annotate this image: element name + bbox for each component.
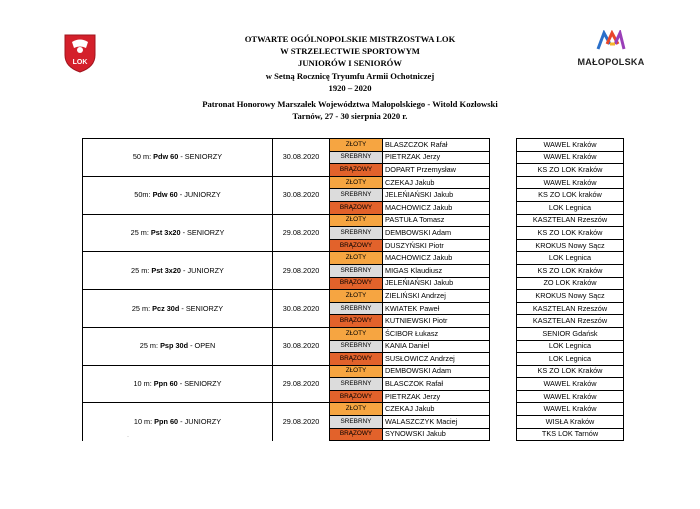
column-gap	[490, 315, 517, 328]
result-row	[83, 176, 624, 189]
event-category: - SENIORZY	[182, 227, 225, 237]
club-name: LOK Legnica	[517, 252, 624, 265]
medal-badge: SREBRNY	[330, 340, 383, 353]
event-distance: 25 m:	[131, 265, 150, 275]
event-distance: 10 m:	[133, 379, 152, 389]
column-gap	[490, 201, 517, 214]
column-gap	[490, 428, 517, 441]
event-code: Ppn 60	[153, 379, 178, 389]
header-title-line3: JUNIORÓW I SENIORÓW	[298, 58, 402, 69]
athlete-name: ZIELIŃSKI Andrzej	[383, 290, 490, 303]
athlete-name: JELEŃIAŃSKI Jakub	[383, 277, 490, 290]
athlete-name: CZEKAJ Jakub	[383, 403, 490, 416]
result-row	[83, 252, 624, 265]
athlete-name: PASTUŁA Tomasz	[383, 214, 490, 227]
club-name: WAWEL Kraków	[517, 378, 624, 391]
document-header	[150, 33, 550, 122]
event-name	[83, 327, 273, 365]
club-name: KROKUS Nowy Sącz	[517, 290, 624, 303]
event-category: - SENIORZY	[180, 152, 223, 162]
malopolska-logo	[566, 30, 656, 68]
column-gap	[490, 290, 517, 303]
column-gap	[490, 353, 517, 366]
event-date: 30.08.2020	[273, 139, 330, 177]
event-name	[83, 139, 273, 177]
club-name: KS ZO LOK kraków	[517, 189, 624, 202]
column-gap	[490, 264, 517, 277]
lok-shield-icon	[63, 33, 97, 73]
column-gap	[490, 189, 517, 202]
event-date: 29.08.2020	[273, 252, 330, 290]
event-code: Ppn 60	[154, 417, 179, 427]
athlete-name: DUSZYŃSKI Piotr	[383, 239, 490, 252]
column-gap	[490, 227, 517, 240]
athlete-name: MIGAS Klaudiusz	[383, 264, 490, 277]
event-category: - JUNIORZY	[182, 265, 224, 275]
medal-badge: SREBRNY	[330, 416, 383, 429]
header-title-line2: W STRZELECTWIE SPORTOWYM	[280, 46, 420, 57]
club-name: LOK Legnica	[517, 201, 624, 214]
column-gap	[490, 151, 517, 164]
athlete-name: SUSŁOWICZ Andrzej	[383, 353, 490, 366]
header-title-line4: w Setną Rocznicę Tryumfu Armii Ochotniczej	[265, 70, 435, 81]
medal-badge: ZŁOTY	[330, 252, 383, 265]
column-gap	[490, 139, 517, 152]
athlete-name: KUTNIEWSKI Piotr	[383, 315, 490, 328]
column-gap	[490, 390, 517, 403]
event-distance: 50m:	[134, 190, 151, 200]
column-gap	[490, 252, 517, 265]
club-name: KS ZO LOK Kraków	[517, 264, 624, 277]
club-name: WAWEL Kraków	[517, 390, 624, 403]
athlete-name: ŚCIBOR Łukasz	[383, 327, 490, 340]
medal-badge: ZŁOTY	[330, 327, 383, 340]
medal-badge: BRĄZOWY	[330, 428, 383, 441]
event-name	[83, 403, 273, 441]
athlete-name: PIETRZAK Jerzy	[383, 390, 490, 403]
medal-badge: ZŁOTY	[330, 214, 383, 227]
event-distance: 10 m:	[133, 417, 153, 427]
column-gap	[490, 403, 517, 416]
event-distance: 25 m:	[130, 227, 149, 237]
column-gap	[490, 365, 517, 378]
medal-badge: SREBRNY	[330, 189, 383, 202]
club-name: KASZTELAN Rzeszów	[517, 302, 624, 315]
athlete-name: SYNOWSKI Jakub	[383, 428, 490, 441]
column-gap	[490, 416, 517, 429]
result-row	[83, 365, 624, 378]
medal-badge: SREBRNY	[330, 378, 383, 391]
athlete-name: CZEKAJ Jakub	[383, 176, 490, 189]
column-gap	[490, 302, 517, 315]
event-date: 30.08.2020	[273, 290, 330, 328]
event-category: - SENIORZY	[179, 379, 222, 389]
event-code: Pdw 60	[152, 190, 178, 200]
event-name	[83, 252, 273, 290]
column-gap	[490, 277, 517, 290]
medal-badge: BRĄZOWY	[330, 201, 383, 214]
header-patronage: Patronat Honorowy Marszałek Województwa Małopolskiego - Witold Kozłowski	[202, 99, 498, 110]
medal-badge: SREBRNY	[330, 302, 383, 315]
result-row	[83, 214, 624, 227]
club-name: KS ZO LOK Kraków	[517, 365, 624, 378]
club-name: KASZTELAN Rzeszów	[517, 214, 624, 227]
event-category: - JUNIORZY	[179, 190, 221, 200]
column-gap	[490, 378, 517, 391]
event-name	[83, 176, 273, 214]
malopolska-m-icon	[596, 30, 626, 50]
athlete-name: WALASZCZYK Maciej	[383, 416, 490, 429]
event-date: 29.08.2020	[273, 365, 330, 403]
club-name: TKS LOK Tarnów	[517, 428, 624, 441]
event-category: - OPEN	[190, 341, 216, 351]
athlete-name: MACHOWICZ Jakub	[383, 201, 490, 214]
stray-mark: ·	[127, 434, 129, 440]
event-category: - SENIORZY	[181, 303, 224, 313]
results-table	[82, 138, 624, 441]
club-name: ZO LOK Kraków	[517, 277, 624, 290]
medal-badge: ZŁOTY	[330, 176, 383, 189]
lok-logo	[63, 33, 97, 73]
medal-badge: ZŁOTY	[330, 139, 383, 152]
club-name: KS ZO LOK Kraków	[517, 227, 624, 240]
club-name: KASZTELAN Rzeszów	[517, 315, 624, 328]
medal-badge: SREBRNY	[330, 151, 383, 164]
result-row	[83, 403, 624, 416]
medal-badge: BRĄZOWY	[330, 277, 383, 290]
results-body	[83, 139, 624, 441]
event-name	[83, 365, 273, 403]
event-category: - JUNIORZY	[180, 417, 222, 427]
club-name: WISŁA Kraków	[517, 416, 624, 429]
column-gap	[490, 214, 517, 227]
event-code: Psp 30d	[160, 341, 189, 351]
medal-badge: BRĄZOWY	[330, 164, 383, 177]
column-gap	[490, 164, 517, 177]
event-code: Pst 3x20	[151, 265, 181, 275]
event-code: Pdw 60	[153, 152, 179, 162]
club-name: KS ZO LOK Kraków	[517, 164, 624, 177]
athlete-name: KANIA Daniel	[383, 340, 490, 353]
event-name	[83, 214, 273, 252]
lok-logo-text: LOK	[72, 59, 88, 66]
club-name: WAWEL Kraków	[517, 403, 624, 416]
result-row	[83, 327, 624, 340]
result-row	[83, 290, 624, 303]
medal-badge: ZŁOTY	[330, 290, 383, 303]
event-distance: 25 m:	[131, 303, 151, 313]
athlete-name: DEMBOWSKI Adam	[383, 227, 490, 240]
athlete-name: MACHOWICZ Jakub	[383, 252, 490, 265]
club-name: WAWEL Kraków	[517, 151, 624, 164]
event-date: 30.08.2020	[273, 176, 330, 214]
header-title-line1: OTWARTE OGÓLNOPOLSKIE MISTRZOSTWA LOK	[244, 34, 456, 44]
club-name: KROKUS Nowy Sącz	[517, 239, 624, 252]
event-name	[83, 290, 273, 328]
column-gap	[490, 340, 517, 353]
club-name: WAWEL Kraków	[517, 176, 624, 189]
medal-badge: ZŁOTY	[330, 365, 383, 378]
header-years: 1920 – 2020	[328, 82, 372, 93]
header-place-date: Tarnów, 27 - 30 sierpnia 2020 r.	[292, 111, 408, 122]
athlete-name: PIETRZAK Jerzy	[383, 151, 490, 164]
event-date: 29.08.2020	[273, 403, 330, 441]
event-date: 29.08.2020	[273, 214, 330, 252]
medal-badge: ZŁOTY	[330, 403, 383, 416]
column-gap	[490, 327, 517, 340]
event-code: Pcz 30d	[152, 303, 180, 313]
club-name: WAWEL Kraków	[517, 139, 624, 152]
club-name: SENIOR Gdańsk	[517, 327, 624, 340]
event-distance: 50 m:	[132, 152, 152, 162]
event-code: Pst 3x20	[150, 227, 181, 237]
malopolska-label: MAŁOPOLSKA	[577, 57, 645, 67]
medal-badge: SREBRNY	[330, 264, 383, 277]
medal-badge: BRĄZOWY	[330, 390, 383, 403]
medal-badge: BRĄZOWY	[330, 353, 383, 366]
column-gap	[490, 176, 517, 189]
column-gap	[490, 239, 517, 252]
athlete-name: KWIATEK Paweł	[383, 302, 490, 315]
club-name: LOK Legnica	[517, 353, 624, 366]
athlete-name: JELEŃIAŃSKI Jakub	[383, 189, 490, 202]
athlete-name: DOPART Przemysław	[383, 164, 490, 177]
athlete-name: DEMBOWSKI Adam	[383, 365, 490, 378]
athlete-name: BLASZCZOK Rafał	[383, 139, 490, 152]
medal-badge: BRĄZOWY	[330, 239, 383, 252]
event-distance: 25 m:	[139, 341, 159, 351]
club-name: LOK Legnica	[517, 340, 624, 353]
event-date: 30.08.2020	[273, 327, 330, 365]
athlete-name: BLASCZOK Rafał	[383, 378, 490, 391]
medal-badge: SREBRNY	[330, 227, 383, 240]
result-row	[83, 139, 624, 152]
medal-badge: BRĄZOWY	[330, 315, 383, 328]
